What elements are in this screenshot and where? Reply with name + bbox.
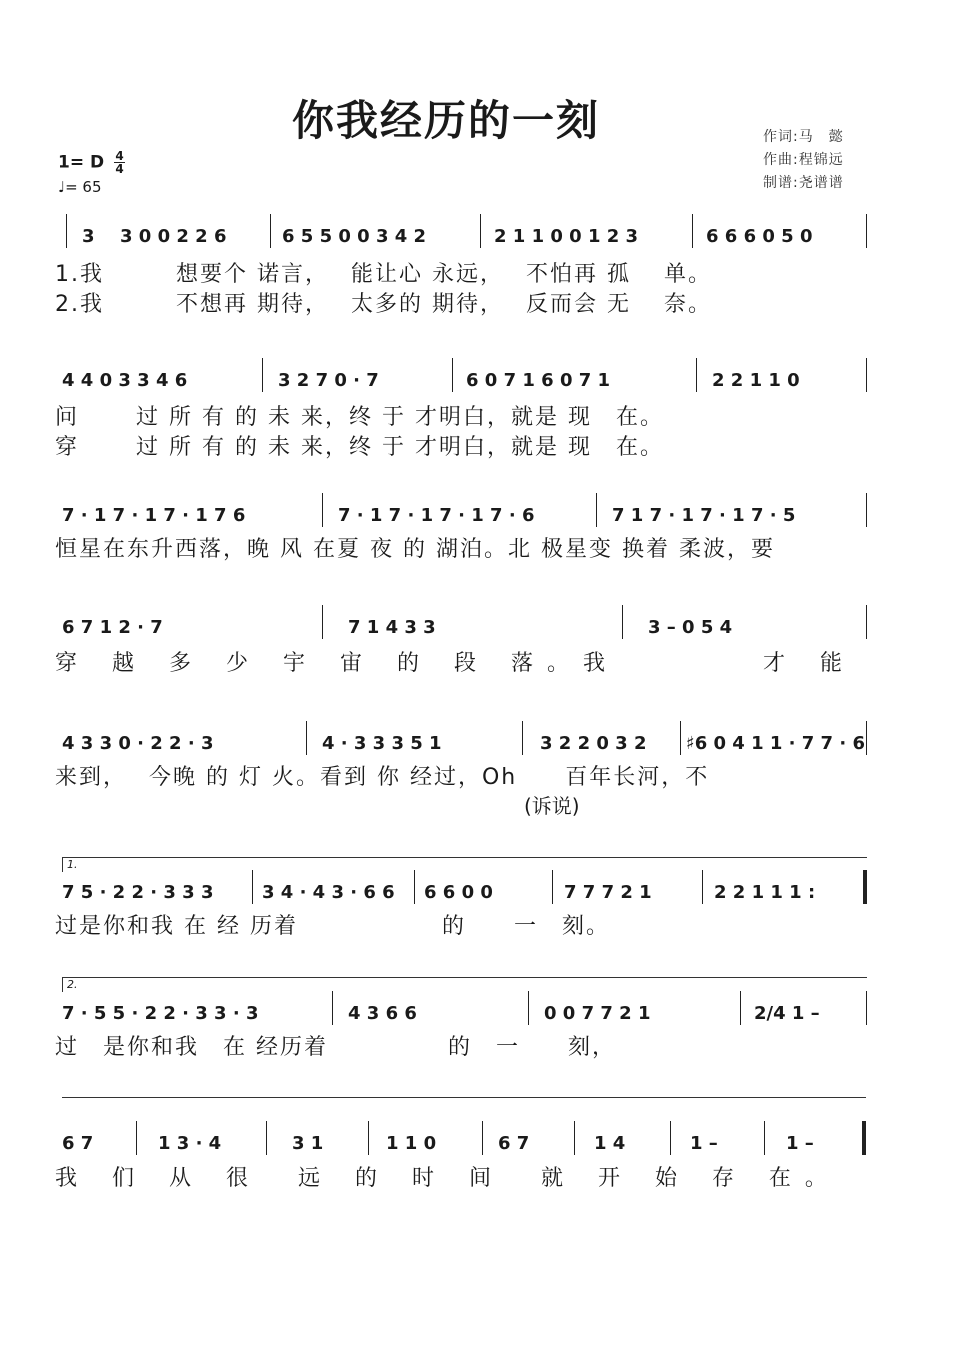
lyric-verse-1: 问 过 所 有 的 未 来，终 于 才明白，就是 现 在。 <box>55 405 664 430</box>
measure: 3 1 <box>292 1133 324 1154</box>
tempo-value: = 65 <box>65 178 102 196</box>
lyric-line: 我 们 从 很 远 的 时 间 就 开 始 存 在。 <box>55 1166 841 1191</box>
measure: 3 2 7 0 · 7 <box>278 370 379 391</box>
composer-credit: 作曲:程锦远 <box>763 152 844 168</box>
measure: 7 · 1 7 · 1 7 · 1 7 6 <box>62 505 246 526</box>
measure: 6 7 1 2 · 7 <box>62 617 163 638</box>
measure: 1 – <box>786 1133 814 1154</box>
lyricist-credit: 作词:马 懿 <box>763 129 844 145</box>
measure: 7 7 7 2 1 <box>564 882 652 903</box>
measure: 7 · 1 7 · 1 7 · 1 7 · 6 <box>338 505 535 526</box>
time-signature-top: 4 <box>115 149 124 163</box>
time-signature <box>114 150 125 175</box>
volta-number: 2. <box>67 978 78 991</box>
volta-bracket-1 <box>62 857 867 872</box>
page-title: 你我经历的一刻 <box>292 96 601 145</box>
measure: 7 1 4 3 3 <box>348 617 436 638</box>
key-signature <box>58 150 125 175</box>
staff-bracket <box>62 1097 866 1112</box>
measure: 4 3 6 6 <box>348 1003 417 1024</box>
credits-block <box>763 126 844 195</box>
measure: 6 6 6 0 5 0 <box>706 226 813 247</box>
measure: 3 2 2 0 3 2 <box>540 733 647 754</box>
lyric-line: 穿 越 多 少 宇 宙 的 段 落。我 才 能 <box>55 651 856 676</box>
key-label: 1= D <box>58 152 105 173</box>
measure: 6 7 <box>62 1133 94 1154</box>
measure: 7 5 · 2 2 · 3 3 3 <box>62 882 214 903</box>
measure: 2 1 1 0 0 1 2 3 <box>494 226 639 247</box>
measure: 1 3 · 4 <box>158 1133 222 1154</box>
measure: 6 7 <box>498 1133 530 1154</box>
measure: 3 4 · 4 3 · 6 6 <box>262 882 395 903</box>
repeat-barline <box>863 870 867 904</box>
quarter-note-icon: ♩ <box>58 178 66 196</box>
measure: 6 5 5 0 0 3 4 2 <box>282 226 427 247</box>
alternate-lyric: (诉说) <box>524 794 580 818</box>
measure: 4 3 3 0 · 2 2 · 3 <box>62 733 214 754</box>
lyric-verse-2: 2.我 不想再 期待， 太多的 期待， 反而会 无 奈。 <box>55 292 712 317</box>
measure: 1 1 0 <box>386 1133 437 1154</box>
lyric-line: 来到， 今晚 的 灯 火。看到 你 经过，Oh 百年长河，不 <box>55 765 710 790</box>
measure: 4 4 0 3 3 4 6 <box>62 370 188 391</box>
measure: 3 <box>82 226 95 247</box>
measure: 4 · 3 3 3 5 1 <box>322 733 442 754</box>
time-signature-bottom: 4 <box>115 162 124 176</box>
measure: 3 – 0 5 4 <box>648 617 733 638</box>
lyric-verse-1: 1.我 想要个 诺言， 能让心 永远， 不怕再 孤 单。 <box>55 262 712 287</box>
measure: 3 0 0 2 2 6 <box>120 226 227 247</box>
measure: 1 4 <box>594 1133 626 1154</box>
lyric-line: 过是你和我 在 经 历着 的 一 刻。 <box>55 914 610 939</box>
measure: 6 0 7 1 6 0 7 1 <box>466 370 611 391</box>
measure: 2 2 1 1 0 <box>712 370 800 391</box>
measure: 1 – <box>690 1133 718 1154</box>
measure: 7 1 7 · 1 7 · 1 7 · 5 <box>612 505 796 526</box>
volta-bracket-2 <box>62 977 867 992</box>
measure: 7 · 5 5 · 2 2 · 3 3 · 3 <box>62 1003 259 1024</box>
lyric-verse-2: 穿 过 所 有 的 未 来，终 于 才明白，就是 现 在。 <box>55 435 664 460</box>
volta-number: 1. <box>67 858 78 871</box>
measure: 2/4 1 – <box>754 1003 820 1024</box>
measure: 6 6 0 0 <box>424 882 493 903</box>
transcriber-credit: 制谱:尧谱谱 <box>763 175 844 191</box>
final-barline <box>862 1121 866 1155</box>
lyric-line: 过 是你和我 在 经历着 的 一 刻， <box>55 1035 616 1060</box>
measure: ♯6 0 4 1 1 · 7 7 · 6 <box>686 733 865 754</box>
measure: 2 2 1 1 1 : <box>714 882 816 903</box>
measure: 0 0 7 7 2 1 <box>544 1003 651 1024</box>
tempo-marking <box>58 178 102 196</box>
lyric-line: 恒星在东升西落，晚 风 在夏 夜 的 湖泊。北 极星变 换着 柔波，要 <box>55 537 775 562</box>
